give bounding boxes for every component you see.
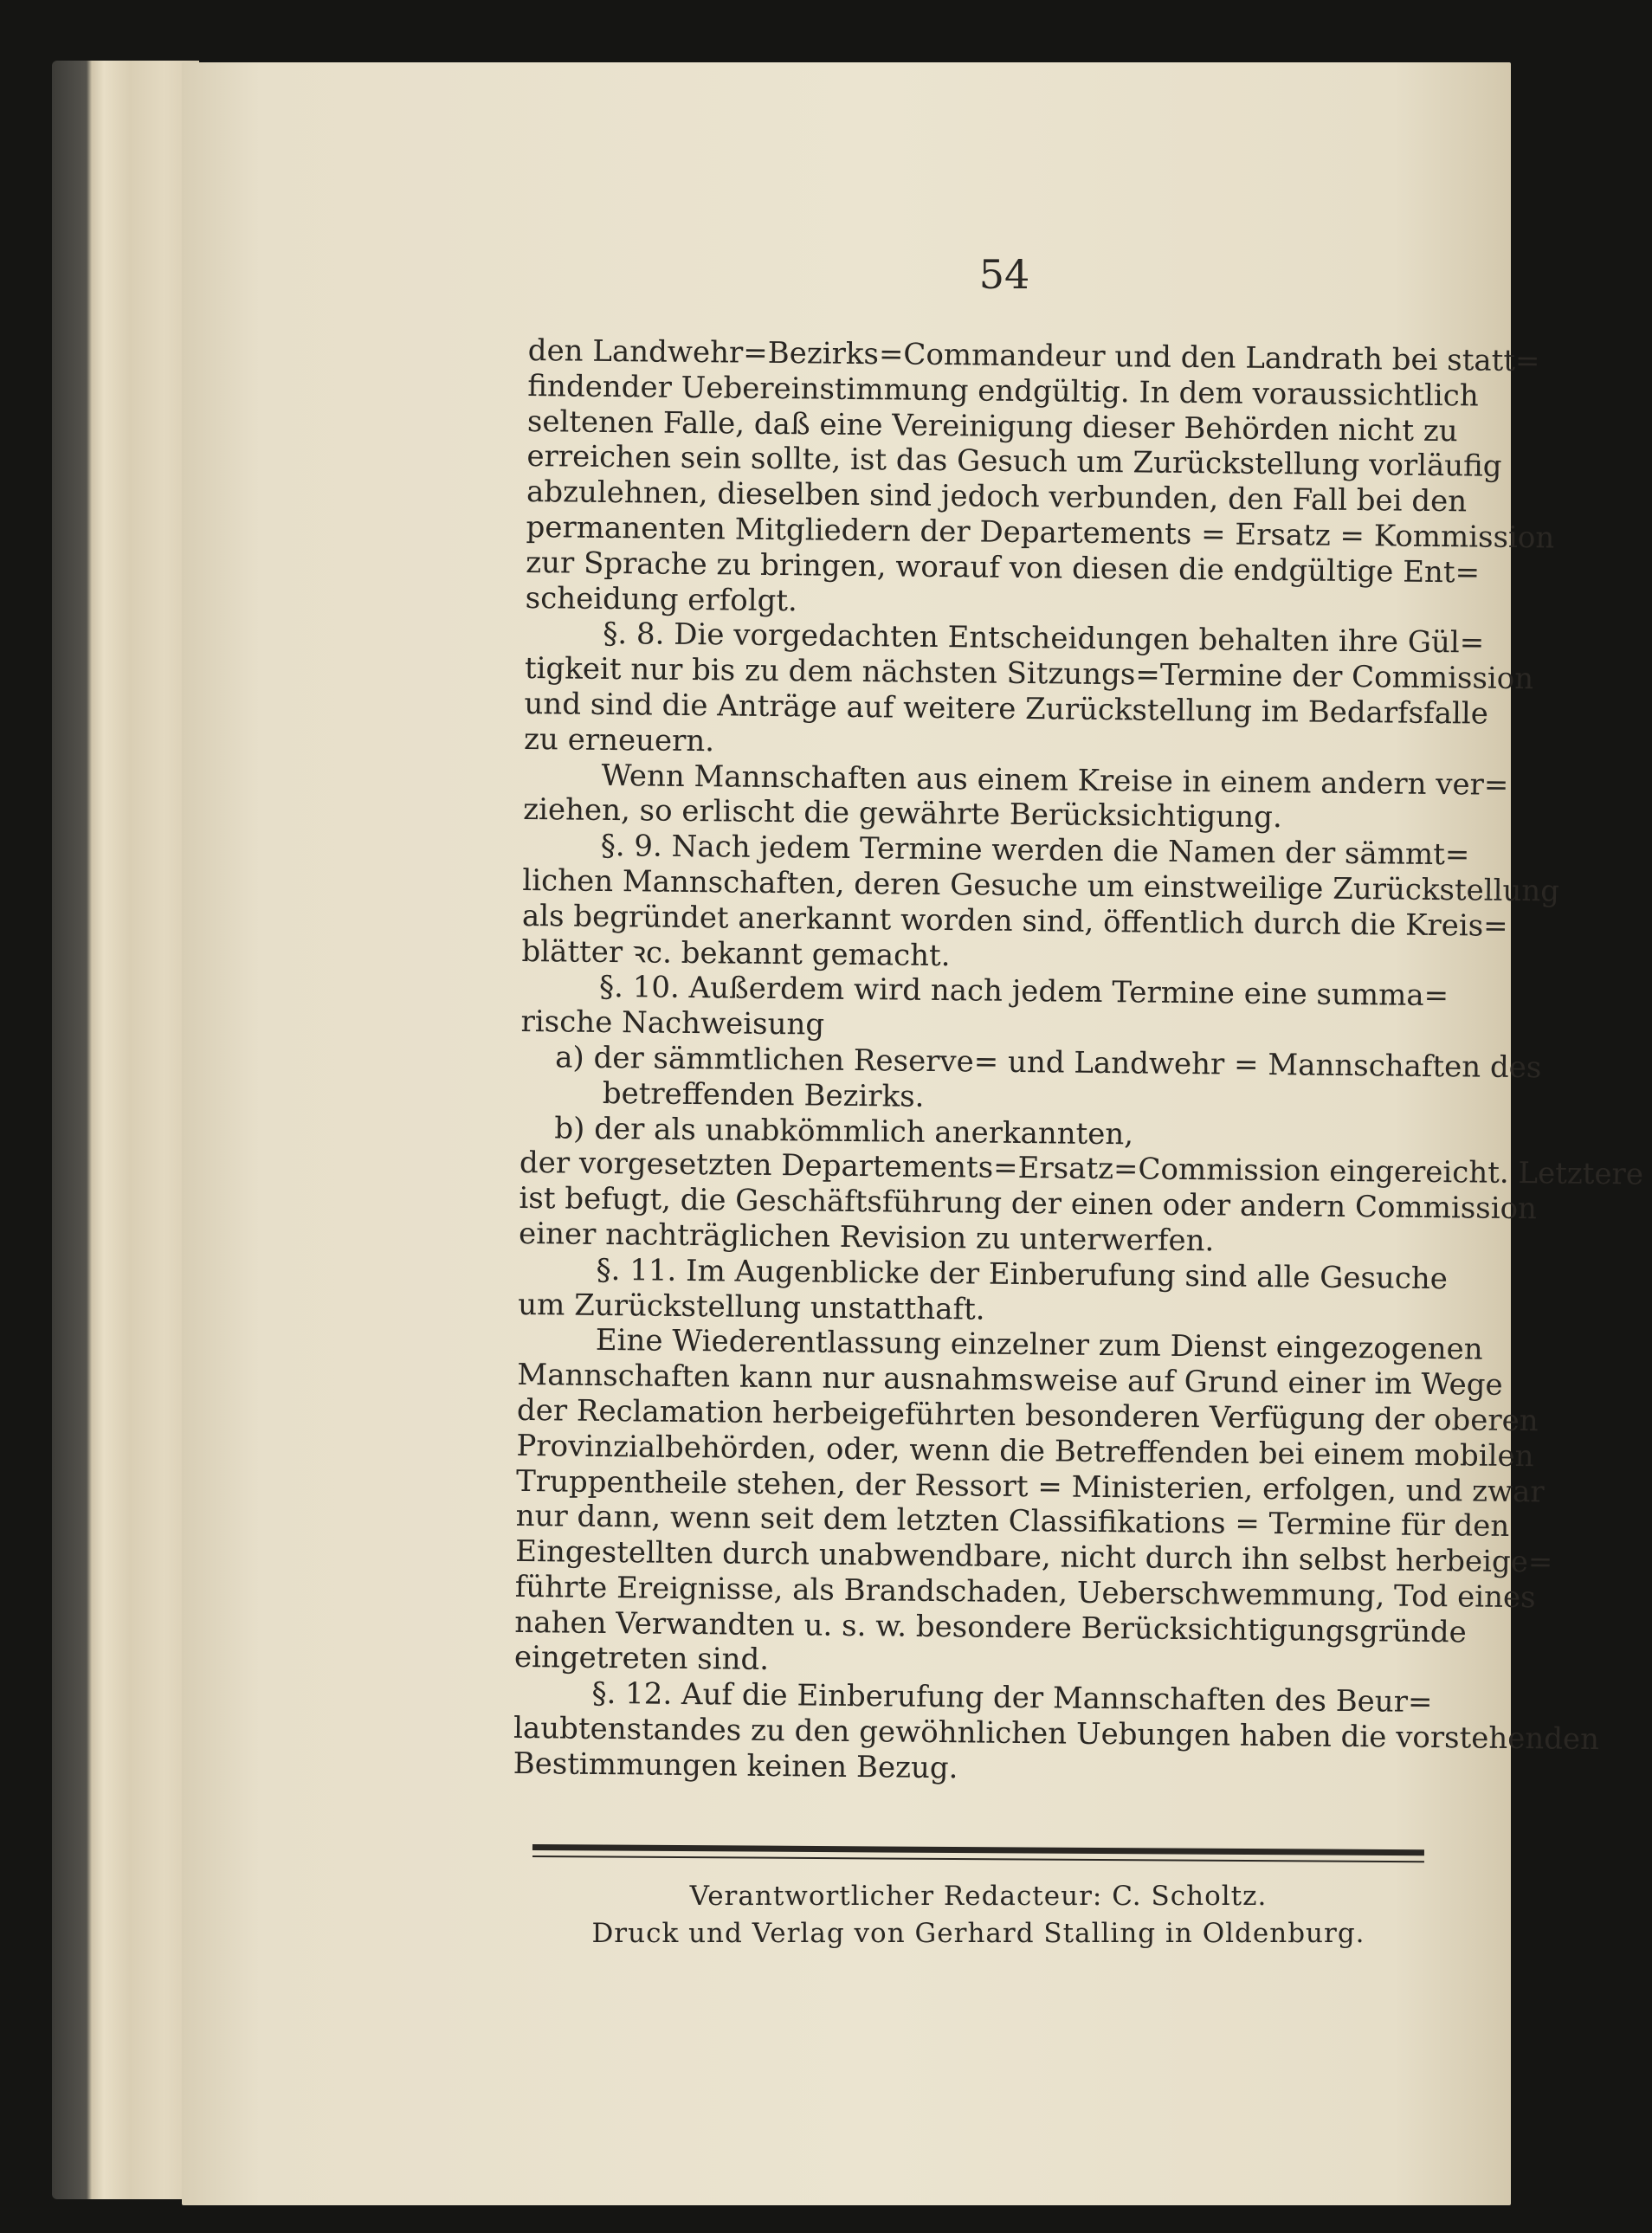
page-number: 54 (978, 251, 1030, 298)
text-line: Eine Wiederentlassung einzelner zum Dienst eingezogenen (595, 1323, 1483, 1367)
text-line: Wenn Mannschaften aus einem Kreise in einem andern ver= (601, 758, 1509, 803)
text-line: zu erneuern. (523, 721, 715, 759)
text-line: Mannschaften kann nur ausnahmsweise auf Grund einer im Wege (517, 1358, 1503, 1403)
text-line: eingetreten sind. (513, 1640, 770, 1678)
text-line: laubtenstandes zu den gewöhnlichen Uebungen haben die vorstehenden (513, 1710, 1600, 1758)
text-line: §. 12. Auf die Einberufung der Mannschaften des Beur= (591, 1676, 1433, 1720)
text-line: betreffenden Bezirks. (602, 1075, 925, 1114)
text-line: Provinzialbehörden, oder, wenn die Betreffenden bei einem mobilen (516, 1428, 1534, 1474)
text-line: den Landwehr=Bezirks=Commandeur und den Landrath bei statt= (527, 333, 1540, 379)
imprint-editor: Verantwortlicher Redacteur: C. Scholtz. (689, 1881, 1268, 1912)
imprint-printer: Druck und Verlag von Gerhard Stalling in Oldenburg. (591, 1918, 1365, 1949)
body-text (513, 333, 1644, 1791)
text-line: seltenen Falle, daß eine Vereinigung dieser Behörden nicht zu (526, 403, 1458, 449)
text-line: §. 11. Im Augenblicke der Einberufung sind alle Gesuche (596, 1252, 1449, 1296)
text-line: §. 10. Außerdem wird nach jedem Termine eine summa= (598, 970, 1449, 1014)
text-line: einer nachträglichen Revision zu unterwerfen. (518, 1216, 1215, 1259)
text-line: Truppentheile stehen, der Ressort = Ministerien, erfolgen, und zwar (515, 1463, 1545, 1509)
text-line: führte Ereignisse, als Brandschaden, Ueberschwemmung, Tod eines (514, 1569, 1536, 1616)
text-line: ziehen, so erlischt die gewährte Berücksichtigung. (523, 792, 1282, 836)
text-line: als begründet anerkannt worden sind, öffentlich durch die Kreis= (521, 898, 1508, 944)
text-line: scheidung erfolgt. (525, 580, 798, 618)
text-line: zur Sprache zu bringen, worauf von diesen die endgültige Ent= (526, 545, 1481, 591)
text-line: tigkeit nur bis zu dem nächsten Sitzungs=Termine der Commission (524, 651, 1534, 697)
text-line: der Reclamation herbeigeführten besonderen Verfügung der oberen (516, 1392, 1539, 1439)
text-line: rische Nachweisung (520, 1004, 825, 1042)
text-line: nahen Verwandten u. s. w. besondere Berücksichtigungsgründe (514, 1604, 1467, 1650)
text-line: um Zurückstellung unstatthaft. (518, 1287, 985, 1327)
text-line: ist befugt, die Geschäftsführung der einen oder andern Commission (519, 1181, 1538, 1227)
text-line: Bestimmungen keinen Bezug. (513, 1746, 958, 1786)
text-line: §. 9. Nach jedem Termine werden die Namen der sämmt= (600, 829, 1470, 873)
text-line: blätter ꝛc. bekannt gemacht. (521, 933, 951, 973)
text-line: b) der als unabkömmlich anerkannten, (554, 1110, 1134, 1152)
text-line: nur dann, wenn seit dem letzten Classifikations = Termine für den (515, 1499, 1510, 1545)
text-line: a) der sämmtlichen Reserve= und Landwehr = Mannschaften des (555, 1040, 1542, 1086)
text-line: erreichen sein sollte, ist das Gesuch um Zurückstellung vorläufig (526, 439, 1502, 485)
text-line: Eingestellten durch unabwendbare, nicht durch ihn selbst herbeige= (515, 1534, 1553, 1580)
text-line: und sind die Anträge auf weitere Zurückstellung im Bedarfsfalle (524, 686, 1489, 732)
text-line: der vorgesetzten Departements=Ersatz=Commission eingereicht. Letztere (519, 1146, 1644, 1192)
text-line: §. 8. Die vorgedachten Entscheidungen behalten ihre Gül= (603, 616, 1485, 661)
text-line: lichen Mannschaften, deren Gesuche um einstweilige Zurückstellung (522, 862, 1560, 909)
book-page-edges (52, 61, 199, 2199)
text-line: findender Uebereinstimmung endgültig. In dem voraussichtlich (527, 368, 1479, 414)
text-line: abzulehnen, dieselben sind jedoch verbunden, den Fall bei den (526, 474, 1468, 520)
text-line: permanenten Mitgliedern der Departements = Ersatz = Kommission (526, 509, 1555, 556)
